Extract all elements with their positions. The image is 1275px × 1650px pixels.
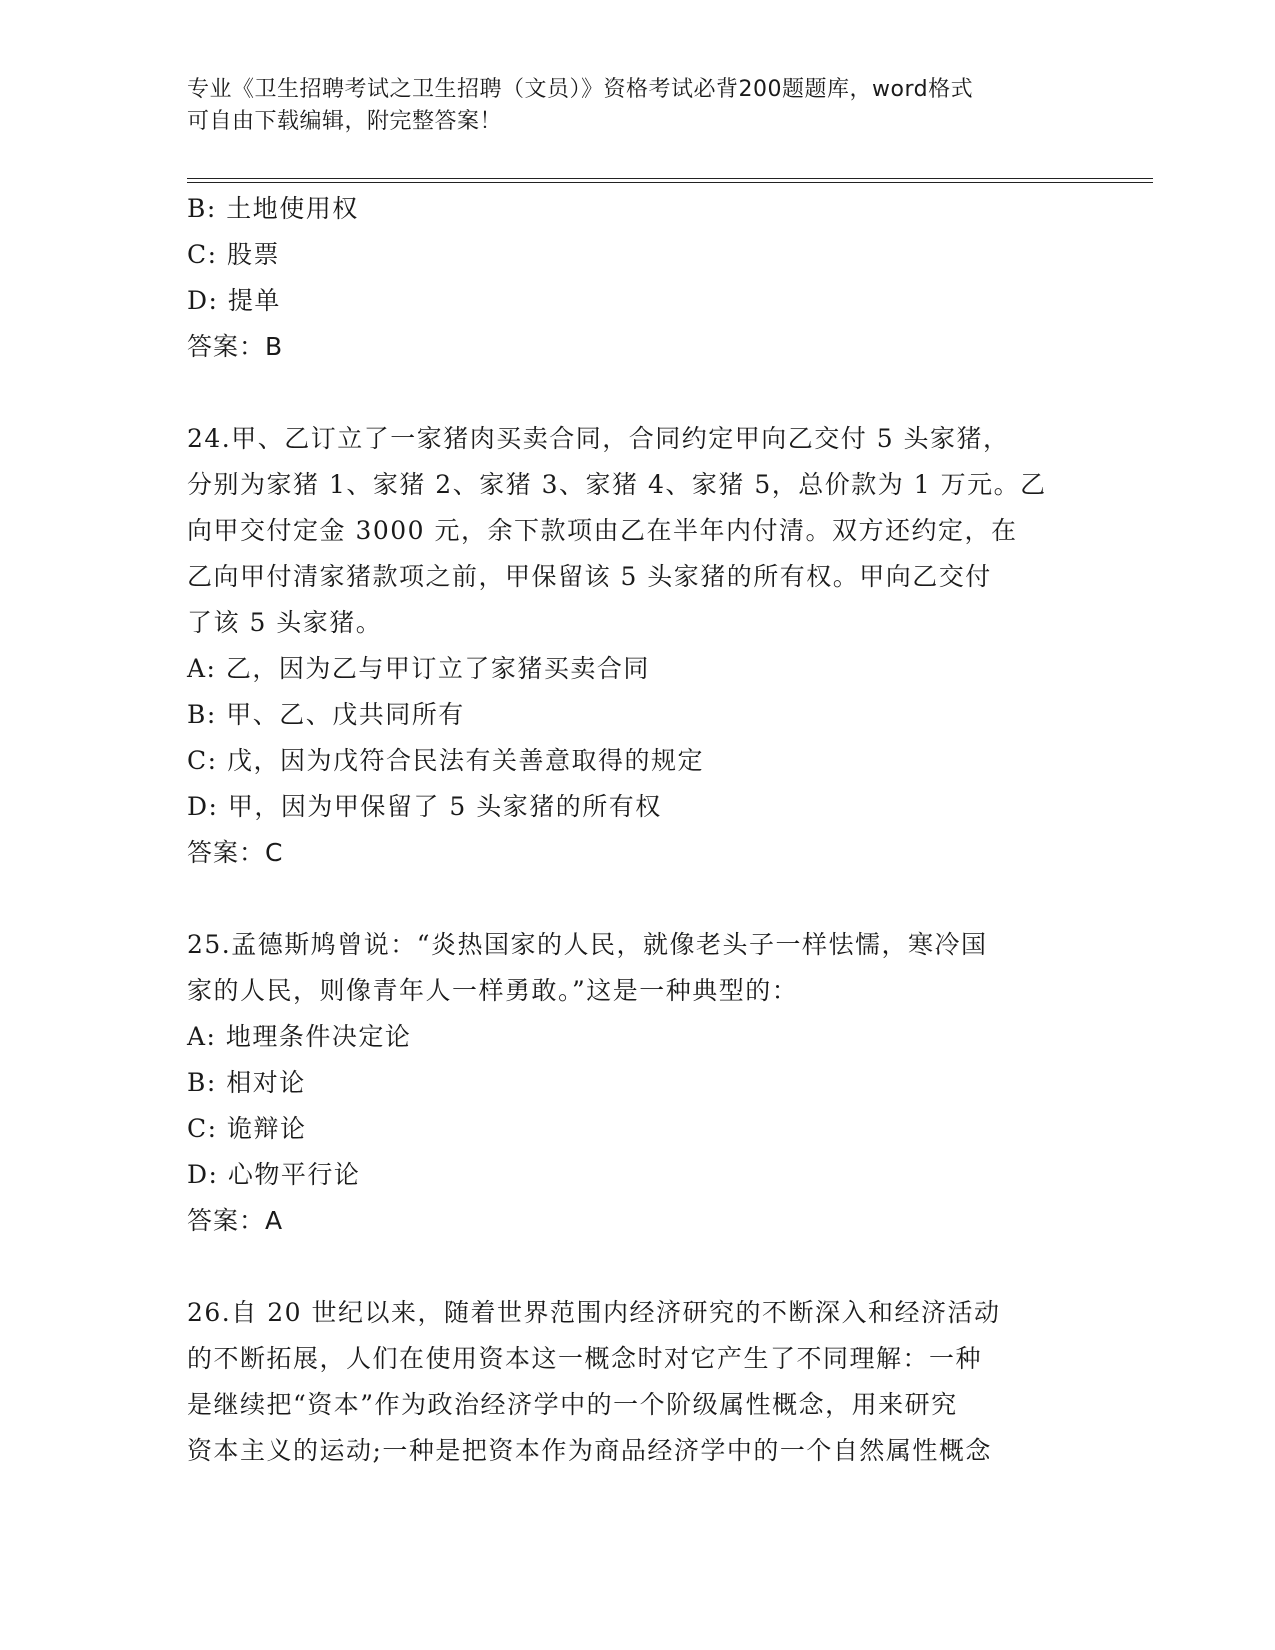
header-line-2: 可自由下载编辑，附完整答案！ — [187, 109, 503, 134]
spacer — [187, 876, 1087, 922]
option-b: B: 土地使用权 — [187, 194, 359, 223]
question-text-line: 家的人民，则像青年人一样勇敢。”这是一种典型的： — [187, 976, 799, 1005]
spacer — [187, 370, 1087, 416]
option-d: D: 心物平行论 — [187, 1160, 361, 1189]
answer: 答案：C — [187, 838, 284, 867]
prev-question — [187, 186, 1087, 370]
question-25 — [187, 922, 1087, 1244]
question-text-line: 分别为家猪 1、家猪 2、家猪 3、家猪 4、家猪 5，总价款为 1 万元。乙 — [187, 470, 1047, 499]
question-text-line: 的不断拓展，人们在使用资本这一概念时对它产生了不同理解：一种 — [187, 1344, 983, 1373]
option-c: C: 戊，因为戊符合民法有关善意取得的规定 — [187, 746, 704, 775]
option-c: C: 诡辩论 — [187, 1114, 307, 1143]
question-text-line: 24.甲、乙订立了一家猪肉买卖合同，合同约定甲向乙交付 5 头家猪， — [187, 424, 1010, 453]
question-text-line: 资本主义的运动;一种是把资本作为商品经济学中的一个自然属性概念 — [187, 1436, 992, 1465]
question-text-line: 向甲交付定金 3000 元，余下款项由乙在半年内付清。双方还约定，在 — [187, 516, 1018, 545]
document-header — [187, 74, 1087, 138]
option-d: D: 甲，因为甲保留了 5 头家猪的所有权 — [187, 792, 662, 821]
header-divider-top — [187, 178, 1153, 179]
question-text-line: 了该 5 头家猪。 — [187, 608, 383, 637]
option-a: A: 地理条件决定论 — [187, 1022, 412, 1051]
header-line-1: 专业《卫生招聘考试之卫生招聘（文员）》资格考试必背200题题库，word格式 — [187, 77, 974, 102]
option-b: B: 甲、乙、戊共同所有 — [187, 700, 465, 729]
spacer — [187, 1244, 1087, 1290]
question-text-line: 乙向甲付清家猪款项之前，甲保留该 5 头家猪的所有权。甲向乙交付 — [187, 562, 992, 591]
option-a: A: 乙，因为乙与甲订立了家猪买卖合同 — [187, 654, 650, 683]
answer: 答案：B — [187, 332, 284, 361]
option-b: B: 相对论 — [187, 1068, 306, 1097]
option-c: C: 股票 — [187, 240, 280, 269]
question-26 — [187, 1290, 1087, 1474]
header-divider-bottom — [187, 182, 1153, 183]
option-d: D: 提单 — [187, 286, 281, 315]
question-24 — [187, 416, 1087, 876]
document-body — [187, 186, 1087, 1474]
answer: 答案：A — [187, 1206, 284, 1235]
question-text-line: 是继续把“资本”作为政治经济学中的一个阶级属性概念，用来研究 — [187, 1390, 958, 1419]
question-text-line: 26.自 20 世纪以来，随着世界范围内经济研究的不断深入和经济活动 — [187, 1298, 1001, 1327]
question-text-line: 25.孟德斯鸠曾说：“炎热国家的人民，就像老头子一样怯懦，寒冷国 — [187, 930, 988, 959]
